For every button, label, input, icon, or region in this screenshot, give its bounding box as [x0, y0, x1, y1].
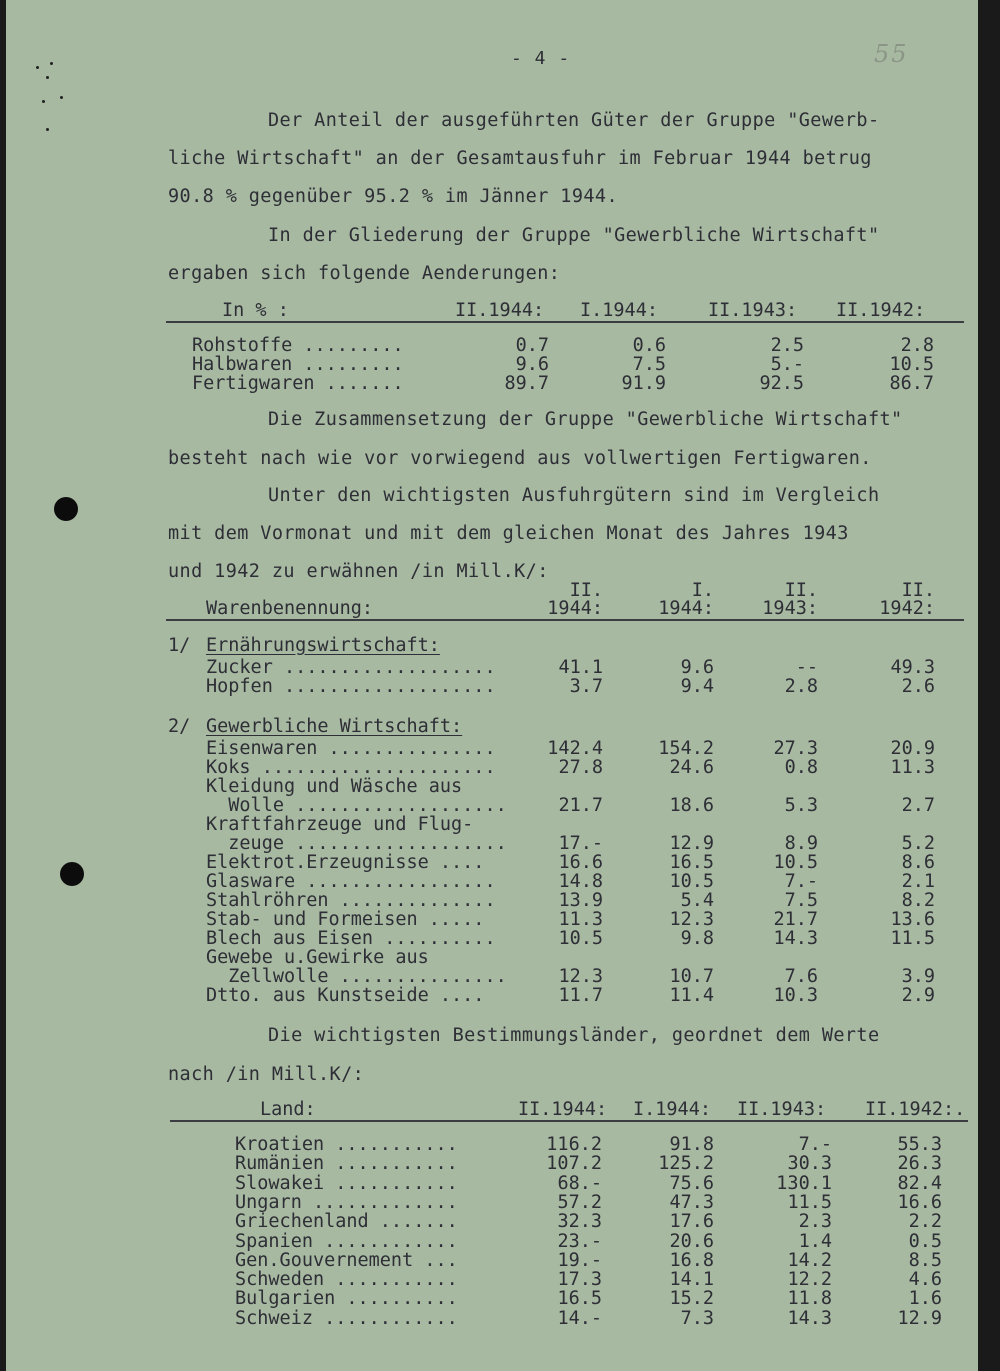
paragraph-line: besteht nach wie vor vorwiegend aus vollwertigen Fertigwaren.	[168, 448, 872, 469]
table-cell: 10.3	[773, 985, 818, 1006]
punch-hole	[54, 497, 78, 521]
table-cell: 12.9	[669, 833, 714, 854]
table-cell: 20.6	[669, 1230, 714, 1252]
document-page	[6, 0, 978, 1371]
table-row-label: zeuge ...................	[206, 833, 507, 854]
table-row-label: Stab- und Formeisen .....	[206, 909, 485, 930]
table-cell: 55.3	[897, 1134, 942, 1155]
table-cell: 2.2	[908, 1211, 942, 1233]
table-cell: 21.7	[558, 795, 603, 816]
table-cell: 0.5	[908, 1230, 942, 1252]
table-cell: 3.9	[901, 966, 935, 987]
group-title: Gewerbliche Wirtschaft:	[206, 716, 463, 737]
paragraph-line: und 1942 zu erwähnen /in Mill.K/:	[168, 561, 549, 582]
paragraph-line: nach /in Mill.K/:	[168, 1064, 365, 1085]
paragraph-line: liche Wirtschaft" an der Gesamtausfuhr im Februar 1944 betrug	[168, 148, 872, 169]
table-row-label: Gewebe u.Gewirke aus	[206, 947, 429, 968]
table-header-label: Warenbenennung:	[206, 598, 374, 619]
table-cell: 14.-	[557, 1307, 602, 1329]
table-cell: 11.8	[787, 1288, 832, 1310]
speck-mark	[46, 128, 49, 131]
table-cell: 47.3	[669, 1191, 714, 1213]
table-row-label: Kleidung und Wäsche aus	[206, 776, 463, 797]
paragraph-line: Die wichtigsten Bestimmungsländer, geordnet dem Werte	[268, 1025, 880, 1046]
table-cell: 14.2	[787, 1249, 832, 1271]
table-cell: --	[795, 657, 818, 678]
table-cell: 32.3	[557, 1211, 602, 1233]
table-cell: 11.5	[787, 1191, 832, 1213]
table-header-cell: II.1942:	[836, 300, 926, 321]
paragraph-line: Die Zusammensetzung der Gruppe "Gewerbliche Wirtschaft"	[268, 409, 903, 430]
table-cell: 49.3	[890, 657, 935, 678]
group-number: 1/	[168, 635, 191, 656]
table-cell: 9.6	[680, 657, 714, 678]
table-cell: 23.-	[557, 1230, 602, 1252]
table-cell: 68.-	[557, 1172, 602, 1194]
table-row-label: Kraftfahrzeuge und Flug-	[206, 814, 474, 835]
table-cell: 10.7	[669, 966, 714, 987]
table-row-label: Elektrot.Erzeugnisse ....	[206, 852, 485, 873]
speck-mark	[36, 66, 39, 69]
table-cell: 26.3	[897, 1153, 942, 1175]
table-cell: 2.3	[798, 1211, 832, 1233]
table-cell: 7.5	[632, 354, 666, 375]
table-cell: 1.4	[798, 1230, 832, 1252]
speck-mark	[50, 62, 53, 65]
table-cell: 57.2	[557, 1191, 602, 1213]
table-row-label: Stahlröhren ..............	[206, 890, 496, 911]
table-cell: 14.8	[558, 871, 603, 892]
table-cell: 5.3	[784, 795, 818, 816]
group-title: Ernährungswirtschaft:	[206, 635, 440, 656]
table-cell: 0.7	[515, 335, 549, 356]
table-cell: 116.2	[546, 1134, 602, 1155]
table-row-label: Dtto. aus Kunstseide ....	[206, 985, 485, 1006]
table-header-cell: I.1944:	[633, 1099, 711, 1120]
table-header-cell: II.1944:	[518, 1099, 608, 1120]
table-row-label: Rohstoffe .........	[192, 335, 404, 356]
table-cell: 27.8	[558, 757, 603, 778]
table-cell: 16.6	[897, 1191, 942, 1213]
table-header-cell: II.1943:	[737, 1099, 827, 1120]
punch-hole	[60, 862, 84, 886]
table-row-label: Schweiz ............	[235, 1307, 458, 1329]
table-cell: 4.6	[908, 1269, 942, 1291]
table-header-cell: II.	[784, 580, 818, 601]
table-header-cell: I.1944:	[580, 300, 658, 321]
table-cell: 24.6	[669, 757, 714, 778]
table-cell: 13.9	[558, 890, 603, 911]
paragraph-line: ergaben sich folgende Aenderungen:	[168, 263, 561, 284]
table-cell: 75.6	[669, 1172, 714, 1194]
speck-mark	[60, 96, 63, 99]
table-cell: 86.7	[889, 373, 934, 394]
table-cell: 9.8	[680, 928, 714, 949]
table-cell: 2.8	[784, 676, 818, 697]
table-header-cell: II.	[569, 580, 603, 601]
table-cell: 142.4	[547, 738, 603, 759]
table-cell: 82.4	[897, 1172, 942, 1194]
table-cell: 8.9	[784, 833, 818, 854]
table-cell: 17.3	[557, 1269, 602, 1291]
table-cell: 30.3	[787, 1153, 832, 1175]
table-header-label: In % :	[222, 300, 289, 321]
table-row-label: Eisenwaren ...............	[206, 738, 496, 759]
paragraph-line: Der Anteil der ausgeführten Güter der Gruppe "Gewerb-	[268, 110, 880, 131]
table-cell: 16.8	[669, 1249, 714, 1271]
table-cell: 27.3	[773, 738, 818, 759]
scan-edge	[978, 0, 1000, 1371]
table-header-cell: 1942:	[879, 598, 935, 619]
table-row-label: Hopfen ...................	[206, 676, 496, 697]
table-row-label: Koks .....................	[206, 757, 496, 778]
table-cell: 12.9	[897, 1307, 942, 1329]
table-header-cell: I.	[691, 580, 714, 601]
table-cell: 5.2	[901, 833, 935, 854]
table-header-cell: II.1944:	[455, 300, 545, 321]
table-cell: 17.6	[669, 1211, 714, 1233]
table-cell: 10.5	[669, 871, 714, 892]
group-number: 2/	[168, 716, 191, 737]
table-cell: 12.2	[787, 1269, 832, 1291]
paragraph-line: Unter den wichtigsten Ausfuhrgütern sind im Vergleich	[268, 485, 880, 506]
table-row-label: Ungarn .............	[235, 1191, 458, 1213]
table-cell: 5.4	[680, 890, 714, 911]
table-cell: 14.3	[773, 928, 818, 949]
table-cell: 15.2	[669, 1288, 714, 1310]
table-cell: 13.6	[890, 909, 935, 930]
table-cell: 11.7	[558, 985, 603, 1006]
page-number: - 4 -	[511, 48, 571, 69]
table-cell: 8.2	[901, 890, 935, 911]
table-cell: 2.9	[901, 985, 935, 1006]
table-cell: 8.6	[901, 852, 935, 873]
table-cell: 3.7	[569, 676, 603, 697]
table-cell: 107.2	[546, 1153, 602, 1175]
table-rule	[170, 1120, 968, 1122]
table-cell: 2.5	[770, 335, 804, 356]
table-cell: 7.-	[784, 871, 818, 892]
table-cell: 1.6	[908, 1288, 942, 1310]
table-row-label: Zellwolle ...............	[206, 966, 507, 987]
table-cell: 11.3	[890, 757, 935, 778]
table-cell: 0.8	[784, 757, 818, 778]
table-cell: 10.5	[773, 852, 818, 873]
paragraph-line: In der Gliederung der Gruppe "Gewerbliche Wirtschaft"	[268, 225, 880, 246]
corner-mark: 55	[874, 40, 909, 68]
table-rule	[166, 619, 964, 621]
table-cell: 10.5	[558, 928, 603, 949]
table-cell: 19.-	[557, 1249, 602, 1271]
table-row-label: Gen.Gouvernement ...	[235, 1249, 458, 1271]
table-header-cell: II.1942:.	[865, 1099, 966, 1120]
table-header-cell: 1943:	[762, 598, 818, 619]
table-cell: 12.3	[669, 909, 714, 930]
table-cell: 130.1	[776, 1172, 832, 1194]
table-cell: 11.5	[890, 928, 935, 949]
table-cell: 20.9	[890, 738, 935, 759]
table-cell: 8.5	[908, 1249, 942, 1271]
table-cell: 11.3	[558, 909, 603, 930]
table-cell: 154.2	[658, 738, 714, 759]
table-cell: 18.6	[669, 795, 714, 816]
table-cell: 92.5	[759, 373, 804, 394]
speck-mark	[42, 100, 45, 103]
table-row-label: Fertigwaren .......	[192, 373, 404, 394]
table-header-cell: II.	[901, 580, 935, 601]
table-row-label: Wolle ...................	[206, 795, 507, 816]
table-row-label: Kroatien ...........	[235, 1134, 458, 1155]
paragraph-line: 90.8 % gegenüber 95.2 % im Jänner 1944.	[168, 186, 618, 207]
table-cell: 7.3	[680, 1307, 714, 1329]
speck-mark	[46, 76, 49, 79]
table-cell: 7.5	[784, 890, 818, 911]
table-row-label: Griechenland .......	[235, 1211, 458, 1233]
table-cell: 2.1	[901, 871, 935, 892]
table-row-label: Halbwaren .........	[192, 354, 404, 375]
table-row-label: Schweden ...........	[235, 1269, 458, 1291]
table-cell: 12.3	[558, 966, 603, 987]
table-cell: 91.8	[669, 1134, 714, 1155]
table-cell: 2.6	[901, 676, 935, 697]
table-cell: 11.4	[669, 985, 714, 1006]
table-cell: 5.-	[770, 354, 804, 375]
table-header-label: Land:	[260, 1099, 316, 1120]
paragraph-line: mit dem Vormonat und mit dem gleichen Monat des Jahres 1943	[168, 523, 849, 544]
table-cell: 125.2	[658, 1153, 714, 1175]
table-cell: 14.1	[669, 1269, 714, 1291]
table-cell: 9.4	[680, 676, 714, 697]
table-cell: 2.7	[901, 795, 935, 816]
table-row-label: Glasware .................	[206, 871, 496, 892]
table-row-label: Zucker ...................	[206, 657, 496, 678]
table-cell: 16.5	[557, 1288, 602, 1310]
table-cell: 91.9	[621, 373, 666, 394]
table-header-cell: 1944:	[658, 598, 714, 619]
table-row-label: Spanien ............	[235, 1230, 458, 1252]
table-cell: 14.3	[787, 1307, 832, 1329]
table-cell: 9.6	[515, 354, 549, 375]
table-cell: 17.-	[558, 833, 603, 854]
table-cell: 7.-	[798, 1134, 832, 1155]
table-row-label: Rumänien ...........	[235, 1153, 458, 1175]
table-cell: 16.5	[669, 852, 714, 873]
table-row-label: Slowakei ...........	[235, 1172, 458, 1194]
table-header-cell: II.1943:	[708, 300, 798, 321]
table-cell: 10.5	[889, 354, 934, 375]
table-cell: 16.6	[558, 852, 603, 873]
table-header-cell: 1944:	[547, 598, 603, 619]
table-row-label: Blech aus Eisen ..........	[206, 928, 496, 949]
table-cell: 0.6	[632, 335, 666, 356]
table-cell: 89.7	[504, 373, 549, 394]
table-rule	[166, 321, 964, 323]
table-cell: 7.6	[784, 966, 818, 987]
table-cell: 2.8	[900, 335, 934, 356]
table-cell: 21.7	[773, 909, 818, 930]
table-row-label: Bulgarien ..........	[235, 1288, 458, 1310]
table-cell: 41.1	[558, 657, 603, 678]
